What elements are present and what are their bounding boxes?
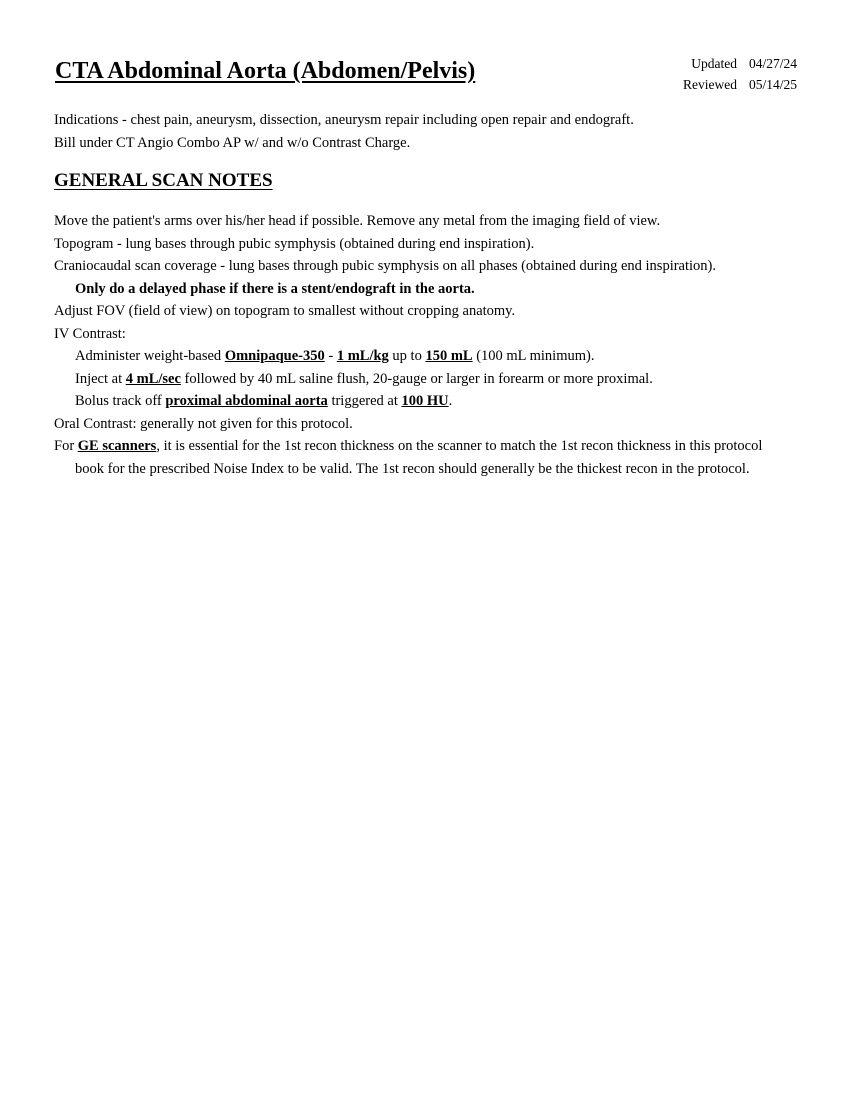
bolus-text-1: Bolus track off [75,393,166,409]
contrast-max-volume: 150 mL [425,348,473,364]
note-coverage: Craniocaudal scan coverage - lung bases through pubic symphysis on all phases (obtained during end inspiration). [54,258,717,274]
reviewed-row [683,74,797,95]
note-ge-scanners [54,435,784,480]
contrast-dose: 1 mL/kg [336,348,389,364]
general-scan-notes [54,210,784,480]
contrast-agent: Omnipaque-350 [224,348,325,364]
note-delayed-phase: Only do a delayed phase if there is a stent/endograft in the aorta. [75,280,475,297]
note-iv-contrast-label: IV Contrast: [54,325,126,342]
ge-text-2: , it is essential for the 1st recon thickness on the scanner to match the 1st recon thickness in this protocol book for the prescribed Noise Index to be valid. The 1st recon should generally be the thickest recon in the protocol. [75,438,763,477]
note-topogram: Topogram - lung bases through pubic symphysis (obtained during end inspiration). [54,235,535,252]
bolus-threshold: 100 HU [401,393,449,409]
administer-text-2: - [324,348,337,364]
note-administer [54,345,784,368]
ge-text-1: For [54,438,78,454]
note-inject [54,368,784,391]
page-title: CTA Abdominal Aorta (Abdomen/Pelvis) [55,58,476,84]
reviewed-label: Reviewed [683,77,737,92]
note-bolus [54,390,784,413]
note-arms: Move the patient's arms over his/her head if possible. Remove any metal from the imaging field of view. [54,213,661,229]
bolus-location: proximal abdominal aorta [165,393,328,409]
intro-block [54,109,634,155]
revision-dates [683,53,797,95]
section-heading-general-scan-notes: GENERAL SCAN NOTES [54,170,273,191]
ge-scanners: GE scanners [77,438,157,454]
administer-text-1: Administer weight-based [75,348,225,364]
injection-rate: 4 mL/sec [125,370,181,387]
note-oral-contrast: Oral Contrast: generally not given for this protocol. [54,415,353,432]
billing-text: Bill under CT Angio Combo AP w/ and w/o Contrast Charge. [54,135,411,151]
updated-row [683,53,797,74]
indications-text: Indications - chest pain, aneurysm, dissection, aneurysm repair including open repair and endograft. [54,112,634,128]
bolus-text-2: triggered at [327,393,402,409]
inject-text-2: followed by 40 mL saline flush, 20-gauge or larger in forearm or more proximal. [180,370,653,387]
reviewed-date: 05/14/25 [748,77,797,92]
inject-text-1: Inject at [75,370,126,387]
updated-label: Updated [691,56,737,71]
bolus-text-3: . [448,393,453,409]
administer-text-3: up to [388,348,426,364]
note-fov: Adjust FOV (field of view) on topogram to smallest without cropping anatomy. [54,303,516,319]
updated-date: 04/27/24 [748,56,797,71]
administer-text-4: (100 mL minimum). [472,348,595,364]
